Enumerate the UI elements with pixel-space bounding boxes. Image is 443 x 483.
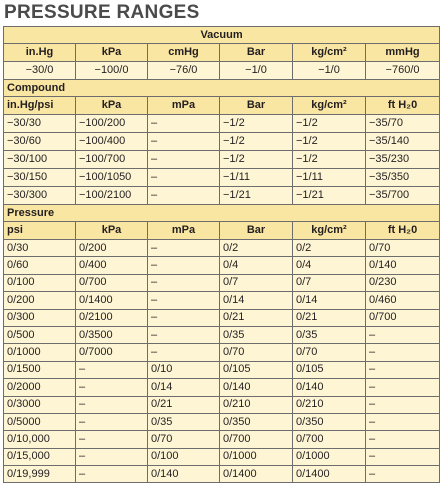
table-cell: 0/7	[220, 274, 293, 291]
table-cell: 0/140	[148, 466, 220, 483]
table-cell: 0/5000	[4, 413, 76, 430]
table-cell: −35/230	[366, 151, 440, 169]
table-cell: −1/2	[293, 133, 366, 151]
table-cell: −30/60	[4, 133, 76, 151]
table-cell: −30/100	[4, 151, 76, 169]
vacuum-column-header: in.Hg	[4, 44, 76, 62]
pressure-column-header: ft H₂0	[366, 222, 440, 240]
table-row	[4, 326, 440, 343]
vacuum-column-header: Bar	[220, 44, 293, 62]
table-cell: –	[76, 431, 148, 448]
table-cell: −1/2	[220, 151, 293, 169]
table-cell: −35/70	[366, 115, 440, 133]
table-cell: –	[366, 431, 440, 448]
table-cell: 0/2100	[76, 309, 148, 326]
table-cell: 0/210	[293, 396, 366, 413]
table-cell: 0/300	[4, 309, 76, 326]
table-cell: 0/2	[220, 240, 293, 257]
table-cell: 0/1000	[4, 344, 76, 361]
table-cell: –	[366, 361, 440, 378]
table-cell: −100/200	[76, 115, 148, 133]
table-cell: 0/1000	[220, 448, 293, 465]
table-cell: −35/140	[366, 133, 440, 151]
table-cell: 0/4	[220, 257, 293, 274]
table-cell: −100/2100	[76, 187, 148, 205]
vacuum-section-row	[4, 27, 440, 44]
table-cell: –	[76, 413, 148, 430]
table-cell: 0/105	[220, 361, 293, 378]
table-row	[4, 115, 440, 133]
table-cell: −1/21	[293, 187, 366, 205]
table-cell: 0/105	[293, 361, 366, 378]
table-row	[4, 62, 440, 80]
table-cell: –	[366, 379, 440, 396]
pressure-column-header: kg/cm²	[293, 222, 366, 240]
table-cell: 0/500	[4, 326, 76, 343]
table-row	[4, 151, 440, 169]
compound-column-header: ft H₂0	[366, 97, 440, 115]
table-cell: 0/140	[366, 257, 440, 274]
vacuum-section-label: Vacuum	[4, 27, 440, 44]
table-cell: 0/35	[148, 413, 220, 430]
vacuum-column-header: cmHg	[148, 44, 220, 62]
table-cell: 0/200	[4, 292, 76, 309]
table-cell: 0/14	[220, 292, 293, 309]
table-cell: −35/700	[366, 187, 440, 205]
table-cell: 0/10	[148, 361, 220, 378]
table-row	[4, 413, 440, 430]
table-cell: 0/21	[220, 309, 293, 326]
compound-column-header: in.Hg/psi	[4, 97, 76, 115]
table-cell: 0/1400	[293, 466, 366, 483]
table-cell: −1/21	[220, 187, 293, 205]
table-row	[4, 361, 440, 378]
table-cell: –	[148, 240, 220, 257]
compound-column-header: mPa	[148, 97, 220, 115]
table-cell: 0/100	[148, 448, 220, 465]
table-cell: 0/200	[76, 240, 148, 257]
table-cell: –	[148, 115, 220, 133]
table-cell: –	[76, 379, 148, 396]
table-cell: –	[148, 309, 220, 326]
table-row	[4, 257, 440, 274]
table-cell: –	[148, 169, 220, 187]
table-cell: −30/300	[4, 187, 76, 205]
table-cell: 0/700	[293, 431, 366, 448]
table-cell: 0/2000	[4, 379, 76, 396]
table-cell: 0/70	[293, 344, 366, 361]
table-cell: 0/460	[366, 292, 440, 309]
pressure-ranges-table	[3, 26, 440, 483]
table-cell: –	[148, 257, 220, 274]
table-row	[4, 169, 440, 187]
table-cell: 0/210	[220, 396, 293, 413]
table-cell: −100/1050	[76, 169, 148, 187]
table-row	[4, 396, 440, 413]
table-cell: −35/350	[366, 169, 440, 187]
table-row	[4, 344, 440, 361]
table-row	[4, 274, 440, 291]
compound-column-header: kg/cm²	[293, 97, 366, 115]
table-cell: 0/3000	[4, 396, 76, 413]
table-cell: –	[148, 151, 220, 169]
page-title: PRESSURE RANGES	[4, 2, 200, 23]
compound-column-header: Bar	[220, 97, 293, 115]
table-cell: 0/1500	[4, 361, 76, 378]
table-cell: 0/70	[148, 431, 220, 448]
pressure-column-header: mPa	[148, 222, 220, 240]
table-cell: −1/11	[220, 169, 293, 187]
table-cell: −30/0	[4, 62, 76, 80]
table-cell: –	[76, 361, 148, 378]
table-cell: 0/350	[293, 413, 366, 430]
table-row	[4, 466, 440, 483]
table-cell: –	[366, 344, 440, 361]
table-cell: –	[148, 187, 220, 205]
table-cell: –	[148, 133, 220, 151]
table-cell: 0/1400	[76, 292, 148, 309]
table-cell: −1/0	[220, 62, 293, 80]
vacuum-column-header: kg/cm²	[293, 44, 366, 62]
table-cell: −1/2	[220, 115, 293, 133]
table-cell: −760/0	[366, 62, 440, 80]
table-row	[4, 292, 440, 309]
pressure-section-label: Pressure	[4, 205, 440, 222]
vacuum-header-row	[4, 44, 440, 62]
table-cell: 0/14	[148, 379, 220, 396]
table-cell: −30/150	[4, 169, 76, 187]
compound-section-label: Compound	[4, 80, 440, 97]
table-cell: −1/2	[293, 115, 366, 133]
table-row	[4, 187, 440, 205]
table-cell: 0/350	[220, 413, 293, 430]
vacuum-column-header: mmHg	[366, 44, 440, 62]
table-cell: 0/35	[293, 326, 366, 343]
pressure-column-header: kPa	[76, 222, 148, 240]
table-cell: −1/2	[220, 133, 293, 151]
table-cell: 0/70	[366, 240, 440, 257]
table-cell: 0/3500	[76, 326, 148, 343]
table-cell: −30/30	[4, 115, 76, 133]
table-cell: –	[76, 448, 148, 465]
table-cell: –	[148, 274, 220, 291]
table-cell: −76/0	[148, 62, 220, 80]
table-row	[4, 133, 440, 151]
table-cell: 0/70	[220, 344, 293, 361]
table-cell: 0/10,000	[4, 431, 76, 448]
pressure-header-row	[4, 222, 440, 240]
table-cell: 0/21	[148, 396, 220, 413]
table-row	[4, 379, 440, 396]
table-cell: –	[76, 466, 148, 483]
table-cell: 0/4	[293, 257, 366, 274]
table-row	[4, 448, 440, 465]
table-cell: −100/700	[76, 151, 148, 169]
table-cell: 0/60	[4, 257, 76, 274]
table-cell: 0/2	[293, 240, 366, 257]
table-cell: 0/30	[4, 240, 76, 257]
table-cell: 0/700	[76, 274, 148, 291]
table-cell: 0/35	[220, 326, 293, 343]
table-cell: –	[148, 292, 220, 309]
table-cell: 0/19,999	[4, 466, 76, 483]
pressure-column-header: psi	[4, 222, 76, 240]
table-cell: –	[366, 448, 440, 465]
table-cell: 0/140	[220, 379, 293, 396]
table-cell: 0/230	[366, 274, 440, 291]
table-cell: −100/0	[76, 62, 148, 80]
table-row	[4, 431, 440, 448]
table-cell: –	[148, 344, 220, 361]
table-cell: −1/2	[293, 151, 366, 169]
table-cell: –	[366, 326, 440, 343]
table-cell: 0/140	[293, 379, 366, 396]
table-cell: −1/11	[293, 169, 366, 187]
compound-column-header: kPa	[76, 97, 148, 115]
table-cell: 0/700	[220, 431, 293, 448]
table-cell: 0/15,000	[4, 448, 76, 465]
table-cell: 0/1400	[220, 466, 293, 483]
table-cell: −100/400	[76, 133, 148, 151]
table-cell: –	[366, 466, 440, 483]
table-cell: –	[148, 326, 220, 343]
table-cell: −1/0	[293, 62, 366, 80]
table-cell: –	[366, 413, 440, 430]
table-cell: 0/400	[76, 257, 148, 274]
table-cell: 0/100	[4, 274, 76, 291]
table-cell: –	[76, 396, 148, 413]
table-cell: 0/7000	[76, 344, 148, 361]
pressure-section-row	[4, 205, 440, 222]
table-row	[4, 240, 440, 257]
vacuum-column-header: kPa	[76, 44, 148, 62]
table-cell: –	[366, 396, 440, 413]
table-cell: 0/7	[293, 274, 366, 291]
table-cell: 0/21	[293, 309, 366, 326]
compound-header-row	[4, 97, 440, 115]
table-cell: 0/14	[293, 292, 366, 309]
pressure-column-header: Bar	[220, 222, 293, 240]
table-row	[4, 309, 440, 326]
table-cell: 0/1000	[293, 448, 366, 465]
table-cell: 0/700	[366, 309, 440, 326]
compound-section-row	[4, 80, 440, 97]
